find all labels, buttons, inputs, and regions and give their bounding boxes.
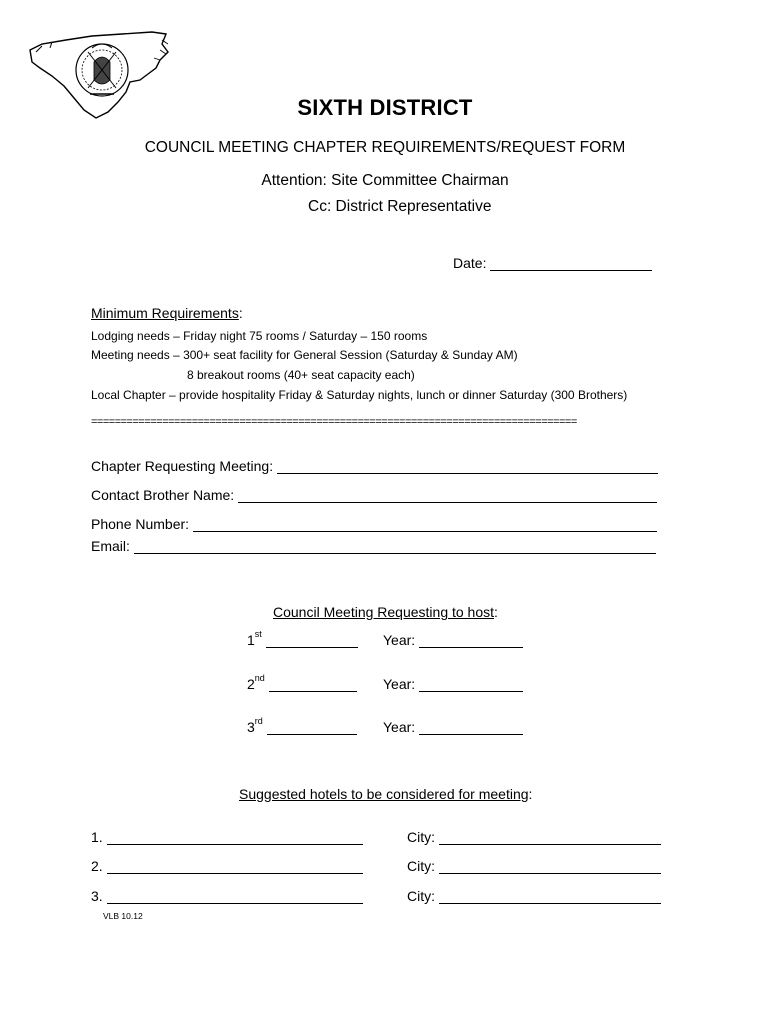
hotel-row-1 xyxy=(91,829,363,845)
date-field xyxy=(453,255,652,271)
year-3-label: Year: xyxy=(383,719,416,735)
chapter-input-line[interactable] xyxy=(277,459,658,474)
choice-1-ordinal: 1st xyxy=(247,629,262,648)
date-label: Date: xyxy=(453,255,487,271)
contact-name-field xyxy=(91,487,657,503)
city-2-field xyxy=(407,858,661,874)
city-3-input-line[interactable] xyxy=(439,889,661,904)
attention-line: Attention: Site Committee Chairman xyxy=(261,172,509,189)
city-1-label: City: xyxy=(407,829,435,845)
contact-name-label: Contact Brother Name: xyxy=(91,487,235,503)
form-version-code: VLB 10.12 xyxy=(103,911,143,921)
hotel-1-input-line[interactable] xyxy=(107,830,363,845)
council-choice-1 xyxy=(247,629,358,648)
choice-3-input-line[interactable] xyxy=(267,720,357,735)
chapter-label: Chapter Requesting Meeting: xyxy=(91,458,274,474)
hotel-3-input-line[interactable] xyxy=(107,889,363,904)
requirement-meeting: Meeting needs – 300+ seat facility for General Session (Saturday & Sunday AM) xyxy=(91,348,518,362)
council-heading: Council Meeting Requesting to host: xyxy=(273,604,498,620)
hotel-1-number: 1. xyxy=(91,829,103,845)
form-subtitle: COUNCIL MEETING CHAPTER REQUIREMENTS/REQUEST FORM xyxy=(144,139,626,156)
email-input-line[interactable] xyxy=(134,539,656,554)
year-1-input-line[interactable] xyxy=(419,633,523,648)
contact-name-input-line[interactable] xyxy=(238,488,657,503)
requirement-breakout: 8 breakout rooms (40+ seat capacity each) xyxy=(187,368,415,382)
chapter-field xyxy=(91,458,658,474)
year-3-field xyxy=(383,719,523,735)
year-2-field xyxy=(383,676,523,692)
requirement-hospitality: Local Chapter – provide hospitality Friday & Saturday nights, lunch or dinner Saturday (300 Brothers) xyxy=(91,388,628,402)
email-field xyxy=(91,538,656,554)
phone-field xyxy=(91,516,657,532)
choice-2-ordinal: 2nd xyxy=(247,673,265,692)
requirement-lodging: Lodging needs – Friday night 75 rooms / Saturday – 150 rooms xyxy=(91,329,428,343)
hotel-2-number: 2. xyxy=(91,858,103,874)
year-1-label: Year: xyxy=(383,632,416,648)
choice-2-input-line[interactable] xyxy=(269,677,357,692)
year-1-field xyxy=(383,632,523,648)
city-3-label: City: xyxy=(407,888,435,904)
council-choice-2 xyxy=(247,673,357,692)
city-2-input-line[interactable] xyxy=(439,859,661,874)
separator-line: ================================================================================== xyxy=(91,416,577,428)
date-input-line[interactable] xyxy=(490,256,652,271)
city-3-field xyxy=(407,888,661,904)
city-2-label: City: xyxy=(407,858,435,874)
hotel-row-2 xyxy=(91,858,363,874)
phone-label: Phone Number: xyxy=(91,516,190,532)
phone-input-line[interactable] xyxy=(193,517,657,532)
choice-1-input-line[interactable] xyxy=(266,633,358,648)
city-1-field xyxy=(407,829,661,845)
page-title: SIXTH DISTRICT xyxy=(297,95,473,120)
hotels-heading: Suggested hotels to be considered for meeting: xyxy=(239,786,533,802)
cc-line: Cc: District Representative xyxy=(308,198,492,215)
choice-3-ordinal: 3rd xyxy=(247,716,263,735)
email-label: Email: xyxy=(91,538,130,554)
requirements-heading: Minimum Requirements: xyxy=(91,305,243,321)
hotel-row-3 xyxy=(91,888,363,904)
year-3-input-line[interactable] xyxy=(419,720,523,735)
hotel-3-number: 3. xyxy=(91,888,103,904)
year-2-input-line[interactable] xyxy=(419,677,523,692)
hotel-2-input-line[interactable] xyxy=(107,859,363,874)
council-choice-3 xyxy=(247,716,357,735)
year-2-label: Year: xyxy=(383,676,416,692)
city-1-input-line[interactable] xyxy=(439,830,661,845)
